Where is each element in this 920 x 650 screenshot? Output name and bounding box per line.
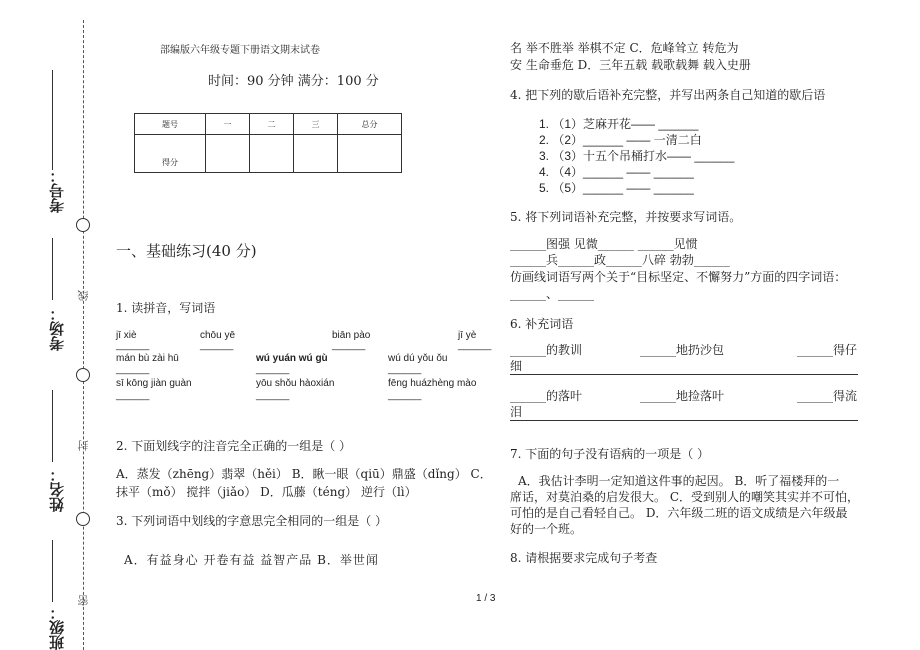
score-header-cell: 一 — [206, 114, 250, 135]
list-number: 1. — [539, 117, 553, 131]
class-blank[interactable] — [52, 540, 53, 602]
q6-fill-item[interactable]: ______的落叶 — [510, 389, 583, 403]
list-item: 1. （1）芝麻开花—— ______ — [539, 117, 699, 131]
exam-number-blank[interactable] — [52, 70, 53, 170]
question-3-options-cont: 名 举不胜举 举棋不定 C．危峰耸立 转危为 — [510, 41, 739, 55]
q5-fill-line[interactable]: ______兵______政______八碎 勃勃______ — [510, 253, 730, 267]
list-item: 4. （4）______ —— ______ — [539, 165, 694, 179]
section-heading-basic: 一、基础练习(40 分) — [116, 242, 257, 260]
question-5: 5. 将下列词语补充完整，并按要求写词语。 — [510, 210, 742, 224]
score-header-cell: 二 — [250, 114, 294, 135]
q4-list — [539, 116, 734, 196]
exam-room-blank[interactable] — [52, 238, 53, 300]
question-3: 3. 下列词语中划线的字意思完全相同的一组是（ ） — [116, 514, 388, 528]
question-6: 6. 补充词语 — [510, 317, 574, 331]
student-name-label: 姓名： — [48, 467, 66, 512]
exam-room-label: 考场： — [48, 306, 66, 351]
score-cell[interactable] — [338, 135, 402, 173]
answer-blank[interactable]: ______ — [332, 340, 366, 351]
class-label: 班级： — [48, 605, 66, 650]
list-item: 3. （3）十五个吊桶打水—— ______ — [539, 149, 735, 163]
pinyin-text: chōu yē — [200, 330, 236, 341]
q5-instruction: 仿画线词语写两个关于“目标坚定、不懈努力”方面的四字词语： — [510, 270, 847, 284]
seal-mark-line: 线 — [77, 290, 90, 301]
question-8: 8. 请根据要求完成句子考查 — [510, 551, 658, 565]
list-number: 3. — [539, 149, 553, 163]
answer-blank[interactable]: ______ — [256, 390, 290, 401]
q6-fill-item[interactable]: ______得仔 — [797, 343, 858, 357]
answer-blank[interactable]: ______ — [200, 340, 234, 351]
answer-blank[interactable]: ______ — [388, 390, 422, 401]
q6-fill-item-cont: 泪 — [510, 403, 858, 421]
question-1: 1. 读拼音，写词语 — [116, 301, 216, 315]
question-7-options: A．我估计李明一定知道这件事的起因。 B．听了福楼拜的一 — [518, 474, 840, 488]
pinyin-text: jī xiè — [116, 330, 137, 341]
score-header-cell: 总分 — [338, 114, 402, 135]
answer-blank[interactable]: ______ — [116, 364, 150, 375]
question-7: 7. 下面的句子没有语病的一项是（ ） — [510, 447, 710, 461]
answer-blank[interactable]: ______ — [388, 364, 422, 375]
list-item: 5. （5）______ —— ______ — [539, 181, 694, 195]
q6-fill-item[interactable]: ______地捡落叶 — [640, 389, 725, 403]
question-3-options: A．有益身心 开卷有益 益智产品 B．举世闻 — [124, 553, 379, 567]
seal-mark-seal: 封 — [77, 440, 90, 451]
question-7-options: 席话，对莫泊桑的启发很大。 C．受到别人的嘲笑其实并不可怕， — [510, 490, 859, 504]
q5-fill-line[interactable]: ______、______ — [510, 287, 595, 301]
question-3-options-cont: 安 生命垂危 D．三年五载 载歌载舞 载入史册 — [510, 58, 751, 72]
question-2-options: 抹平（mǒ） 搅拌（jiǎo） D．瓜藤（téng） 逆行（lì） — [116, 485, 417, 499]
score-row-label: 得分 — [135, 135, 206, 173]
pinyin-text: mán bù zài hū — [116, 353, 179, 364]
pinyin-text: fēng huázhèng mào — [388, 378, 477, 389]
list-item: 2. （2）______ —— 一清二白 — [539, 133, 702, 147]
binding-hole-marker — [76, 368, 90, 382]
pinyin-text: biān pào — [332, 330, 371, 341]
q6-fill-item-cont: 细 — [510, 357, 858, 375]
score-cell[interactable] — [294, 135, 338, 173]
question-2-options: A．蒸发（zhēng）翡翠（hěi） B．瞅一眼（qiū）鼎盛（dǐng） C． — [116, 467, 492, 481]
q5-fill-line[interactable]: ______图强 见微______ ______见惯 — [510, 237, 698, 251]
binding-hole-marker — [76, 218, 90, 232]
exam-number-label: 考号： — [48, 168, 66, 213]
time-info: 时间：90 分钟 满分：100 分 — [208, 74, 379, 89]
binding-dashed-line — [83, 20, 84, 650]
list-number: 2. — [539, 133, 553, 147]
score-header-cell: 三 — [294, 114, 338, 135]
score-table — [134, 113, 402, 173]
list-number: 5. — [539, 181, 553, 195]
answer-blank[interactable]: ______ — [458, 340, 492, 351]
question-4: 4. 把下列的歇后语补充完整，并写出两条自己知道的歇后语 — [510, 88, 826, 102]
answer-blank[interactable]: ______ — [116, 340, 150, 351]
pinyin-text: wú yuán wú gù — [256, 353, 328, 364]
student-name-blank[interactable] — [52, 390, 53, 462]
pinyin-text: sī kōng jiàn guàn — [116, 378, 192, 389]
answer-blank[interactable]: ______ — [116, 390, 150, 401]
q6-fill-item[interactable]: ______的教训 — [510, 343, 583, 357]
score-cell[interactable] — [206, 135, 250, 173]
answer-blank[interactable]: ______ — [256, 364, 290, 375]
pinyin-text: wú dú yǒu ǒu — [388, 353, 448, 364]
binding-hole-marker — [76, 512, 90, 526]
seal-mark-secret: 密 — [77, 595, 90, 606]
question-2: 2. 下面划线字的注音完全正确的一组是（ ） — [116, 439, 352, 453]
pinyin-text: jī yè — [458, 330, 477, 341]
exam-title: 部编版六年级专题下册语文期末试卷 — [160, 45, 320, 56]
score-header-cell: 题号 — [135, 114, 206, 135]
score-cell[interactable] — [250, 135, 294, 173]
question-7-options: 好的一个班。 — [510, 522, 583, 536]
q6-fill-item[interactable]: ______得流 — [797, 389, 858, 403]
list-number: 4. — [539, 165, 553, 179]
question-7-options: 可怕的是自己看轻自己。 D．六年级二班的语文成绩是六年级最 — [510, 506, 848, 520]
page-number: 1 / 3 — [476, 593, 496, 604]
q6-fill-item[interactable]: ______地扔沙包 — [640, 343, 725, 357]
pinyin-text: yōu shǒu hàoxián — [256, 378, 335, 389]
